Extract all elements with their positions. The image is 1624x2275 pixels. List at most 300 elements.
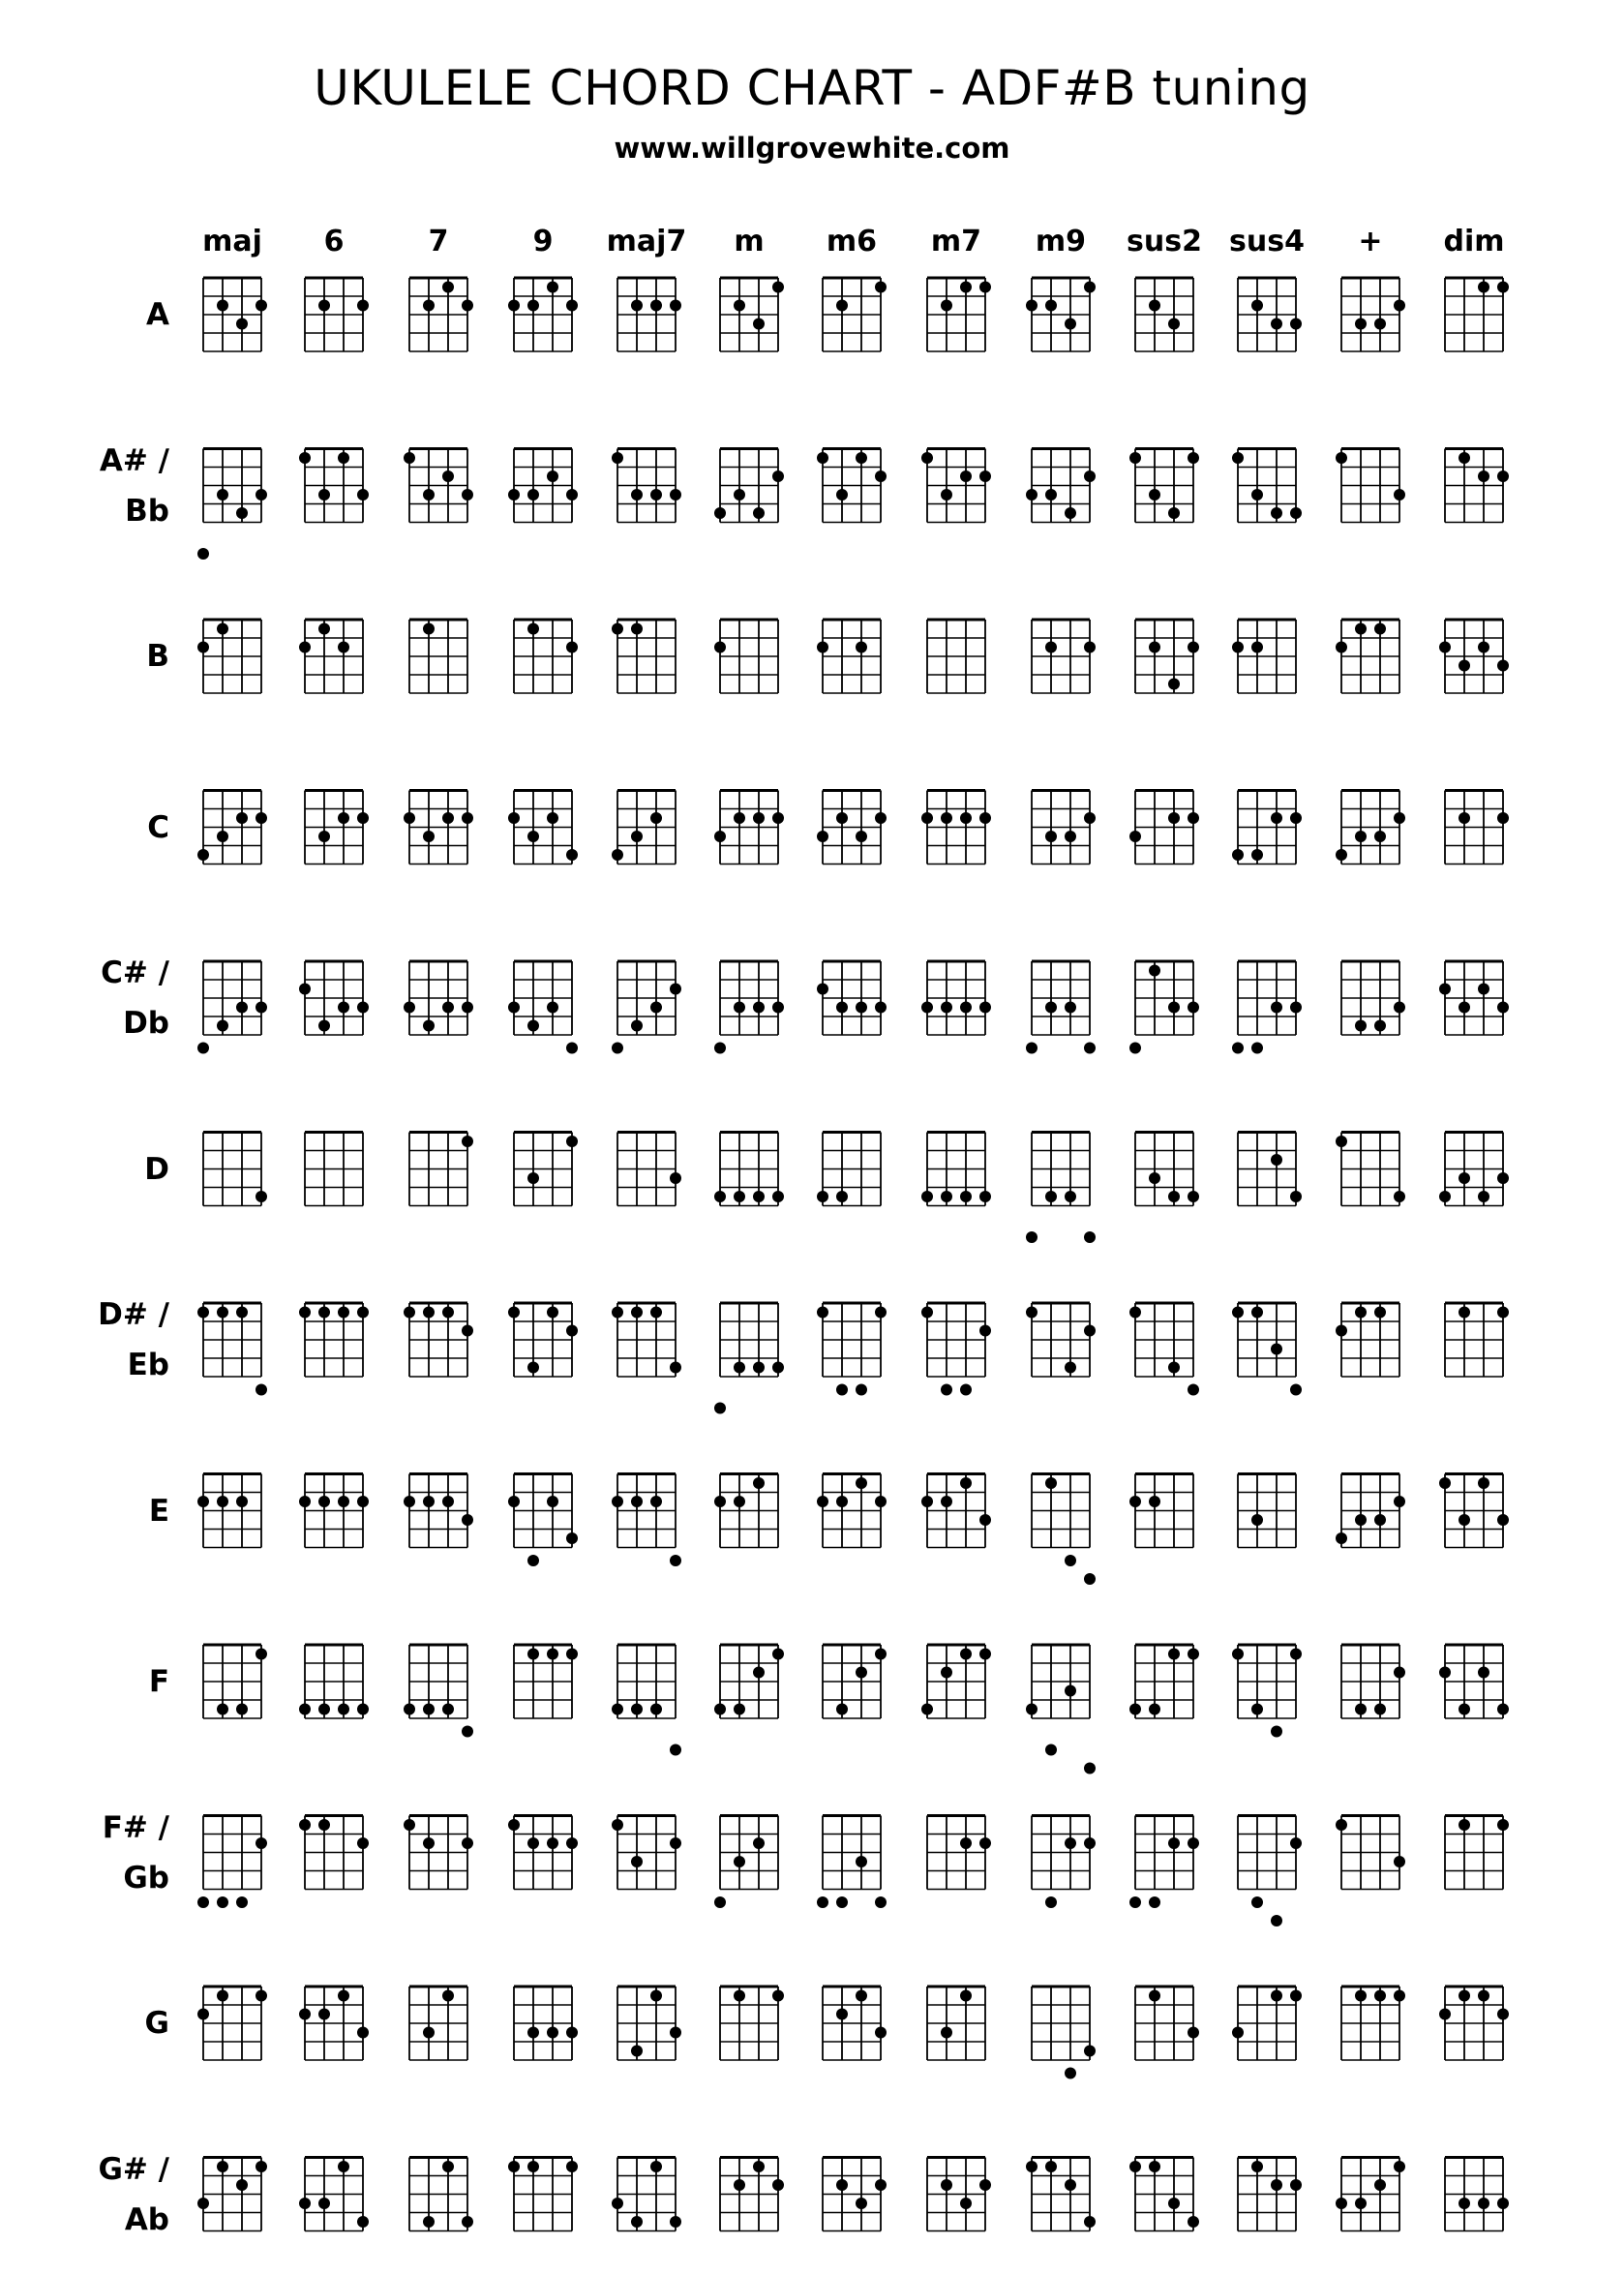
finger-dot [734, 300, 745, 312]
chord-diagram [299, 1645, 369, 1718]
finger-dot [734, 1496, 745, 1507]
chord-type-header: m9 [1035, 225, 1087, 258]
finger-dot [1478, 1990, 1489, 2002]
finger-dot [566, 1136, 578, 1147]
chord-diagram [197, 1474, 261, 1548]
finger-dot [1084, 1231, 1096, 1243]
finger-dot [1084, 812, 1096, 824]
finger-dot [442, 1307, 454, 1319]
chord-diagram [1439, 620, 1509, 693]
finger-dot [423, 831, 435, 842]
finger-dot [566, 2027, 578, 2039]
finger-dot [670, 489, 681, 500]
chord-diagram [714, 1133, 784, 1206]
finger-dot [650, 1990, 662, 2002]
chord-diagram [1445, 278, 1509, 351]
chord-diagram [1032, 620, 1096, 693]
chord-diagram [817, 449, 887, 523]
finger-dot [462, 1514, 473, 1526]
finger-dot [714, 1496, 726, 1507]
finger-dot [1084, 282, 1096, 293]
finger-dot [817, 642, 828, 653]
finger-dot [960, 812, 972, 824]
finger-dot [1084, 1573, 1096, 1585]
chord-type-header: m [734, 225, 765, 258]
finger-dot [817, 1307, 828, 1319]
finger-dot [256, 1384, 267, 1396]
finger-dot [631, 2216, 643, 2228]
finger-dot [714, 831, 726, 842]
finger-dot [1394, 1191, 1405, 1202]
finger-dot [772, 1649, 784, 1660]
finger-dot [1459, 1514, 1470, 1526]
finger-dot [256, 812, 267, 824]
chord-diagram [1439, 1645, 1509, 1718]
finger-dot [547, 1002, 558, 1014]
finger-dot [462, 1002, 473, 1014]
finger-dot [527, 1555, 539, 1566]
finger-dot [753, 812, 765, 824]
finger-dot [856, 831, 867, 842]
finger-dot [338, 812, 349, 824]
finger-dot [547, 1307, 558, 1319]
finger-dot [1026, 489, 1038, 500]
chord-diagram [197, 1987, 267, 2060]
finger-dot [772, 1002, 784, 1014]
chord-diagram [823, 278, 887, 351]
finger-dot [462, 1837, 473, 1849]
finger-dot [318, 1704, 330, 1715]
finger-dot [1168, 318, 1180, 330]
chord-diagram [1336, 620, 1399, 693]
finger-dot [1232, 1307, 1244, 1319]
finger-dot [772, 1990, 784, 2002]
finger-dot [1290, 1191, 1302, 1202]
finger-dot [1129, 1496, 1141, 1507]
finger-dot [527, 1837, 539, 1849]
finger-dot [508, 1002, 520, 1014]
finger-dot [817, 452, 828, 464]
finger-dot [1084, 2216, 1096, 2228]
finger-dot [753, 1477, 765, 1489]
finger-dot [650, 300, 662, 312]
finger-dot [197, 548, 209, 560]
root-note-label: A [146, 297, 169, 332]
finger-dot [318, 2009, 330, 2020]
finger-dot [941, 1667, 952, 1679]
chord-diagram [1232, 961, 1302, 1054]
finger-dot [875, 1496, 887, 1507]
finger-dot [1394, 1667, 1405, 1679]
finger-dot [299, 2009, 311, 2020]
chord-diagram [1026, 449, 1096, 523]
chord-diagram [1032, 1474, 1096, 1586]
finger-dot [357, 300, 369, 312]
finger-dot [566, 1532, 578, 1544]
chord-diagram [409, 1133, 473, 1206]
finger-dot [1129, 1043, 1141, 1054]
chord-diagram [1341, 278, 1405, 351]
finger-dot [734, 1002, 745, 1014]
finger-dot [1271, 1990, 1282, 2002]
finger-dot [1251, 489, 1263, 500]
finger-dot [1065, 1191, 1076, 1202]
chord-diagram [514, 620, 578, 693]
finger-dot [1129, 1896, 1141, 1908]
finger-dot [1065, 2068, 1076, 2079]
finger-dot [197, 1496, 209, 1507]
finger-dot [256, 1837, 267, 1849]
finger-dot [1188, 1649, 1199, 1660]
root-note-label: E [148, 1493, 169, 1529]
finger-dot [236, 1307, 248, 1319]
finger-dot [404, 812, 415, 824]
finger-dot [1459, 1002, 1470, 1014]
chord-diagram [817, 961, 887, 1035]
chord-diagram [1238, 1816, 1302, 1927]
chord-diagram [409, 1987, 467, 2060]
finger-dot [404, 1704, 415, 1715]
finger-dot [856, 1667, 867, 1679]
chord-diagram [1238, 278, 1302, 351]
finger-dot [631, 1704, 643, 1715]
finger-dot [1232, 452, 1244, 464]
chord-diagram [299, 1816, 369, 1890]
finger-dot [921, 1002, 933, 1014]
finger-dot [217, 489, 228, 500]
finger-dot [442, 1704, 454, 1715]
chord-diagram [612, 620, 676, 693]
finger-dot [1271, 1726, 1282, 1738]
website-url: www.willgrovewhite.com [614, 132, 1010, 165]
finger-dot [318, 1496, 330, 1507]
finger-dot [217, 1704, 228, 1715]
finger-dot [875, 470, 887, 482]
finger-dot [1394, 489, 1405, 500]
finger-dot [404, 1496, 415, 1507]
finger-dot [527, 623, 539, 635]
finger-dot [734, 2179, 745, 2191]
finger-dot [836, 812, 848, 824]
chord-diagram [1336, 1303, 1399, 1377]
finger-dot [753, 1362, 765, 1374]
finger-dot [508, 812, 520, 824]
finger-dot [1497, 1704, 1509, 1715]
chord-diagram [508, 2158, 578, 2231]
finger-dot [1374, 318, 1386, 330]
finger-dot [1290, 2179, 1302, 2191]
finger-dot [508, 1496, 520, 1507]
chord-diagram [1439, 961, 1509, 1035]
root-note-label-sharp: G# / [98, 2151, 169, 2187]
finger-dot [547, 2027, 558, 2039]
finger-dot [1251, 2161, 1263, 2172]
finger-dot [318, 300, 330, 312]
finger-dot [941, 812, 952, 824]
finger-dot [527, 2027, 539, 2039]
finger-dot [979, 1649, 991, 1660]
finger-dot [941, 2027, 952, 2039]
chord-diagram [203, 1133, 267, 1206]
finger-dot [1355, 831, 1367, 842]
root-note-label-flat: Bb [125, 493, 169, 529]
finger-dot [197, 1043, 209, 1054]
finger-dot [631, 489, 643, 500]
finger-dot [217, 623, 228, 635]
finger-dot [1188, 2216, 1199, 2228]
chord-type-header: dim [1443, 225, 1505, 258]
finger-dot [836, 1002, 848, 1014]
finger-dot [1251, 849, 1263, 861]
finger-dot [547, 1496, 558, 1507]
finger-dot [753, 318, 765, 330]
finger-dot [318, 489, 330, 500]
finger-dot [423, 300, 435, 312]
finger-dot [236, 1002, 248, 1014]
finger-dot [734, 1856, 745, 1867]
chord-diagram [714, 791, 784, 864]
chord-diagram [1032, 1816, 1096, 1909]
finger-dot [442, 812, 454, 824]
chord-diagram [1032, 791, 1096, 864]
finger-dot [1232, 849, 1244, 861]
finger-dot [547, 1649, 558, 1660]
finger-dot [357, 1837, 369, 1849]
chord-diagram [612, 1816, 681, 1890]
finger-dot [566, 1649, 578, 1660]
finger-dot [1439, 984, 1451, 995]
finger-dot [1084, 2046, 1096, 2057]
finger-dot [217, 831, 228, 842]
finger-dot [462, 489, 473, 500]
finger-dot [527, 1172, 539, 1184]
finger-dot [1497, 2009, 1509, 2020]
finger-dot [1188, 2027, 1199, 2039]
finger-dot [236, 812, 248, 824]
finger-dot [1459, 660, 1470, 672]
finger-dot [1355, 623, 1367, 635]
chord-diagram [508, 449, 578, 523]
finger-dot [299, 2198, 311, 2209]
finger-dot [875, 2179, 887, 2191]
chord-diagram [612, 1303, 681, 1377]
finger-dot [1168, 1649, 1180, 1660]
chord-diagram [305, 791, 369, 864]
finger-dot [856, 1384, 867, 1396]
finger-dot [1045, 1477, 1057, 1489]
finger-dot [1497, 660, 1509, 672]
finger-dot [670, 1362, 681, 1374]
finger-dot [1149, 1704, 1160, 1715]
finger-dot [197, 849, 209, 861]
finger-dot [1394, 1856, 1405, 1867]
finger-dot [566, 1043, 578, 1054]
chord-diagram [1129, 791, 1199, 864]
finger-dot [1251, 1896, 1263, 1908]
finger-dot [1149, 300, 1160, 312]
chord-diagram [1032, 1987, 1096, 2079]
finger-dot [1045, 831, 1057, 842]
finger-dot [836, 1384, 848, 1396]
chord-diagram [612, 1474, 681, 1567]
finger-dot [236, 1496, 248, 1507]
finger-dot [442, 1990, 454, 2002]
finger-dot [527, 831, 539, 842]
finger-dot [423, 1704, 435, 1715]
finger-dot [256, 489, 267, 500]
finger-dot [650, 1704, 662, 1715]
chord-diagram [1336, 1474, 1405, 1548]
finger-dot [979, 470, 991, 482]
finger-dot [527, 1649, 539, 1660]
chord-diagram [299, 449, 369, 523]
chord-diagram [1445, 449, 1509, 523]
finger-dot [734, 1362, 745, 1374]
finger-dot [338, 1496, 349, 1507]
finger-dot [1129, 2161, 1141, 2172]
finger-dot [631, 1020, 643, 1032]
finger-dot [979, 812, 991, 824]
finger-dot [1149, 1496, 1160, 1507]
finger-dot [734, 1990, 745, 2002]
finger-dot [527, 1020, 539, 1032]
finger-dot [527, 300, 539, 312]
finger-dot [1251, 1043, 1263, 1054]
finger-dot [236, 318, 248, 330]
chord-diagram [1232, 620, 1296, 693]
finger-dot [714, 1704, 726, 1715]
finger-dot [299, 1704, 311, 1715]
chord-diagram [299, 1474, 369, 1548]
finger-dot [1459, 812, 1470, 824]
finger-dot [817, 1496, 828, 1507]
finger-dot [1459, 2198, 1470, 2209]
finger-dot [338, 1002, 349, 1014]
chord-diagram [1129, 1645, 1199, 1718]
chord-diagram [299, 2158, 369, 2231]
finger-dot [1168, 679, 1180, 690]
finger-dot [856, 452, 867, 464]
finger-dot [612, 1704, 623, 1715]
finger-dot [566, 1325, 578, 1337]
finger-dot [979, 2179, 991, 2191]
finger-dot [979, 1514, 991, 1526]
finger-dot [527, 489, 539, 500]
finger-dot [1045, 2161, 1057, 2172]
chord-diagram [1129, 961, 1199, 1054]
finger-dot [566, 2161, 578, 2172]
chord-diagram [1238, 1133, 1302, 1206]
finger-dot [318, 1819, 330, 1831]
root-note-label-sharp: F# / [102, 1809, 169, 1845]
finger-dot [921, 1307, 933, 1319]
finger-dot [650, 2161, 662, 2172]
chord-diagram [714, 1645, 784, 1718]
finger-dot [817, 984, 828, 995]
finger-dot [357, 489, 369, 500]
root-note-label-sharp: C# / [101, 956, 169, 990]
finger-dot [836, 2179, 848, 2191]
chord-diagram [817, 1474, 887, 1548]
finger-dot [631, 623, 643, 635]
finger-dot [960, 1990, 972, 2002]
finger-dot [527, 2161, 539, 2172]
finger-dot [1374, 831, 1386, 842]
finger-dot [1478, 1191, 1489, 1202]
finger-dot [1026, 1231, 1038, 1243]
finger-dot [941, 1496, 952, 1507]
chord-diagram [927, 1816, 991, 1890]
finger-dot [1232, 1043, 1244, 1054]
chord-diagram [1232, 1303, 1302, 1396]
finger-dot [836, 1896, 848, 1908]
finger-dot [1065, 1685, 1076, 1697]
finger-dot [1439, 1667, 1451, 1679]
finger-dot [1459, 452, 1470, 464]
finger-dot [1290, 812, 1302, 824]
finger-dot [772, 282, 784, 293]
finger-dot [612, 1043, 623, 1054]
finger-dot [547, 1837, 558, 1849]
finger-dot [1084, 642, 1096, 653]
finger-dot [338, 2161, 349, 2172]
finger-dot [1478, 642, 1489, 653]
finger-dot [1065, 831, 1076, 842]
finger-dot [1459, 1307, 1470, 1319]
chord-diagram [197, 449, 267, 561]
chord-diagram [612, 449, 681, 523]
finger-dot [1149, 1172, 1160, 1184]
chord-diagram [409, 278, 473, 351]
finger-dot [670, 984, 681, 995]
chord-diagram [714, 620, 778, 693]
finger-dot [856, 1002, 867, 1014]
chord-diagram [1135, 620, 1199, 693]
finger-dot [1394, 812, 1405, 824]
finger-dot [1394, 1990, 1405, 2002]
finger-dot [836, 489, 848, 500]
chord-diagram [817, 791, 887, 864]
chord-diagram [1026, 278, 1096, 351]
finger-dot [753, 1837, 765, 1849]
finger-dot [772, 812, 784, 824]
finger-dot [670, 2027, 681, 2039]
finger-dot [979, 1837, 991, 1849]
finger-dot [547, 470, 558, 482]
finger-dot [357, 1002, 369, 1014]
chord-diagram [508, 961, 578, 1054]
root-note-label-flat: Db [123, 1006, 169, 1041]
chord-diagram [404, 1303, 473, 1377]
finger-dot [612, 623, 623, 635]
finger-dot [979, 282, 991, 293]
finger-dot [1149, 1896, 1160, 1908]
finger-dot [612, 2198, 623, 2209]
finger-dot [1149, 2161, 1160, 2172]
finger-dot [1290, 1990, 1302, 2002]
chord-diagram [714, 1303, 784, 1414]
finger-dot [462, 300, 473, 312]
root-note-label-flat: Eb [127, 1348, 169, 1382]
finger-dot [217, 2161, 228, 2172]
chord-diagram [299, 620, 363, 693]
finger-dot [1168, 1191, 1180, 1202]
root-note-label-sharp: A# / [99, 442, 169, 478]
finger-dot [1188, 452, 1199, 464]
chord-type-header: 6 [323, 225, 345, 258]
finger-dot [875, 1307, 887, 1319]
finger-dot [856, 642, 867, 653]
